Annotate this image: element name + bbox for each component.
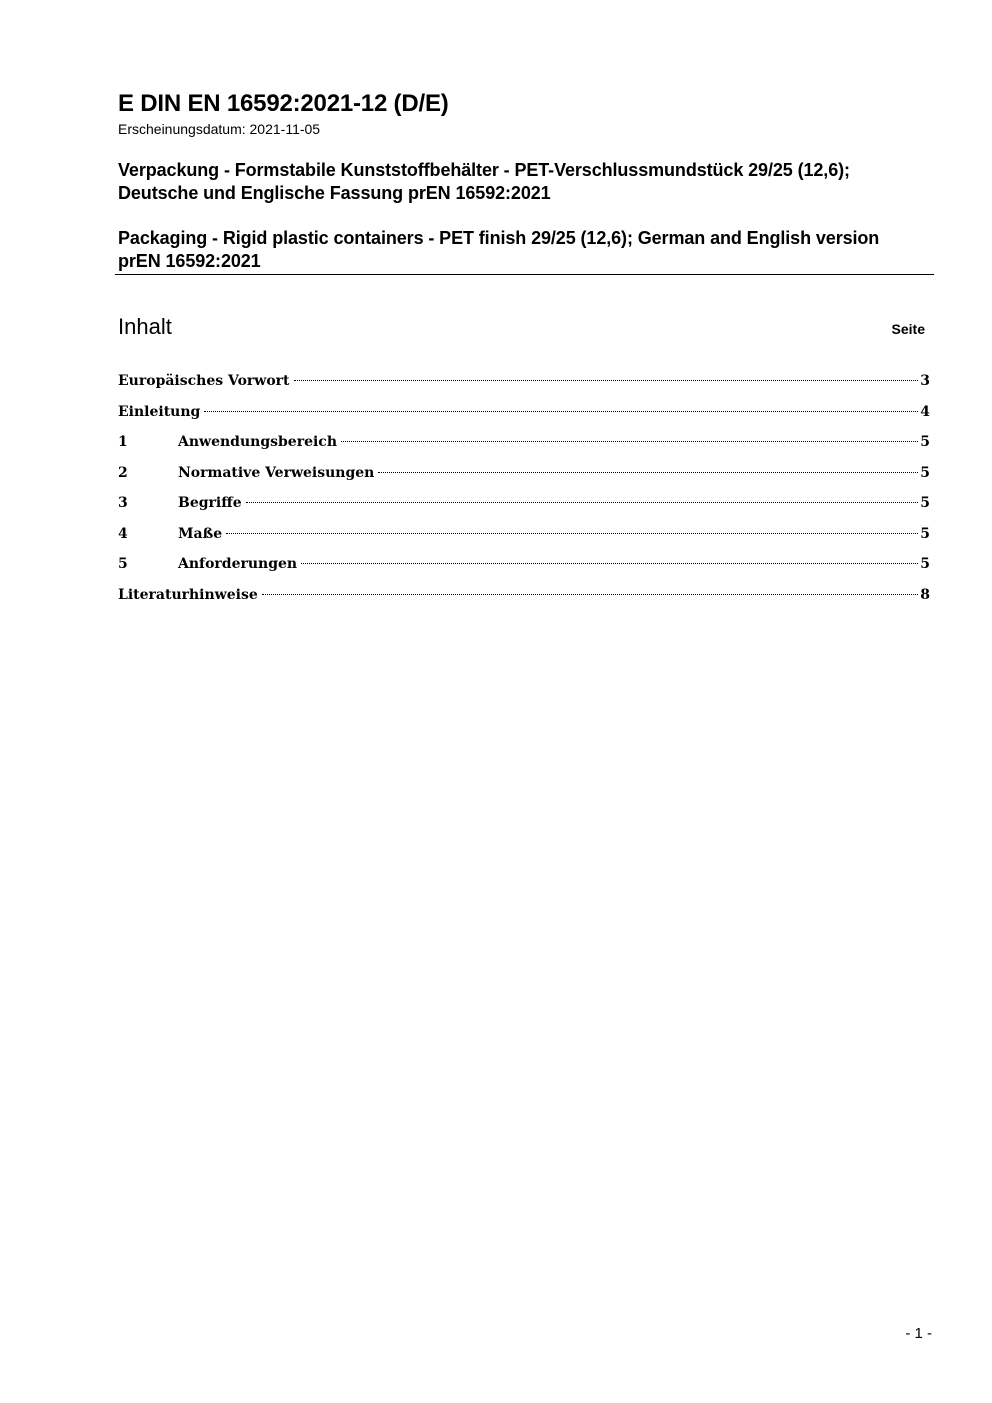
toc-entry-literaturhinweise[interactable] <box>118 583 930 614</box>
toc-entry-title: Anwendungsbereich <box>178 434 337 450</box>
toc-entry-number: 3 <box>118 495 128 511</box>
toc-entry-title: Normative Verweisungen <box>178 464 375 481</box>
toc-entry-number: 1 <box>118 434 128 450</box>
toc-entry-title: Maße <box>178 525 223 542</box>
toc-entry-page: 4 <box>920 403 930 420</box>
toc-dot-leader <box>226 532 918 534</box>
toc-page-label: Seite <box>891 321 925 337</box>
toc-entry-page: 8 <box>920 586 930 603</box>
toc-entry-title: Anforderungen <box>178 556 298 572</box>
toc-entry-title: Einleitung <box>118 403 201 420</box>
title-english: Packaging - Rigid plastic containers - PET finish 29/25 (12,6); German and English version prEN 16592:2021 <box>118 228 880 271</box>
toc-entry-anwendungsbereich[interactable] <box>118 430 930 461</box>
toc-entry-number: 5 <box>118 556 128 572</box>
toc-entry-number: 2 <box>118 464 128 481</box>
toc-entry-normative-verweisungen[interactable] <box>118 461 930 492</box>
toc-heading: Inhalt <box>118 314 172 339</box>
toc-entry-number: 4 <box>118 525 128 542</box>
toc-dot-leader <box>246 501 919 503</box>
toc-entry-begriffe[interactable] <box>118 491 930 522</box>
page-number: - 1 - <box>905 1325 932 1342</box>
toc-entry-page: 5 <box>920 495 930 511</box>
toc-entry-anforderungen[interactable] <box>118 552 930 583</box>
toc-entry-page: 5 <box>920 556 930 572</box>
toc-dot-leader <box>262 593 919 595</box>
toc-entry-masse[interactable] <box>118 522 930 553</box>
toc-entry-title: Europäisches Vorwort <box>118 373 290 389</box>
toc-entry-page: 5 <box>920 434 930 450</box>
document-title: E DIN EN 16592:2021-12 (D/E) <box>118 90 449 117</box>
toc-entry-page: 5 <box>920 525 930 542</box>
toc-dot-leader <box>378 471 918 473</box>
toc-entry-page: 5 <box>920 464 930 481</box>
toc-entry-page: 3 <box>920 373 930 389</box>
toc-dot-leader <box>341 440 918 442</box>
toc-entry-einleitung[interactable] <box>118 400 930 431</box>
toc-dot-leader <box>204 410 918 412</box>
toc-entry-title: Begriffe <box>178 495 242 511</box>
toc-entry-europaeisches-vorwort[interactable] <box>118 369 930 400</box>
table-of-contents <box>118 369 930 613</box>
title-divider <box>115 274 934 275</box>
toc-dot-leader <box>301 562 918 564</box>
toc-dot-leader <box>294 379 919 381</box>
toc-entry-title: Literaturhinweise <box>118 586 258 603</box>
title-german: Verpackung - Formstabile Kunststoffbehälter - PET-Verschlussmundstück 29/25 (12,6); Deutsche und Englische Fassung prEN 16592:2021 <box>118 160 850 203</box>
publication-date: Erscheinungsdatum: 2021-11-05 <box>118 121 321 137</box>
